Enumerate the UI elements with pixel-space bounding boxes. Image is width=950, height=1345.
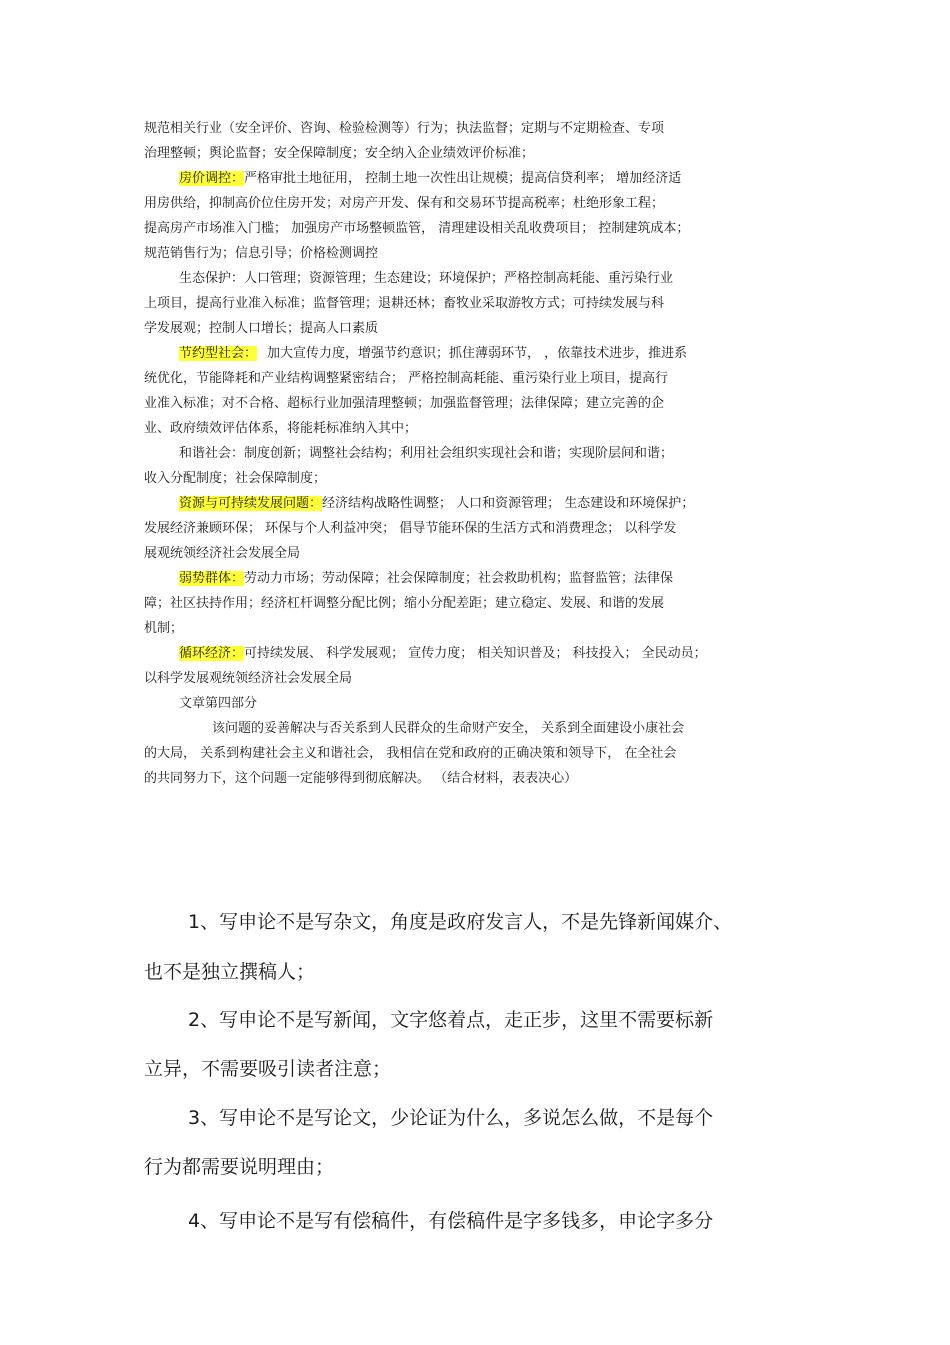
highlight-vulnerable: 弱势群体： (179, 571, 245, 586)
text-line: 资源与可持续发展问题：经济结构战略性调整； 人口和资源管理； 生态建设和环境保护； (179, 496, 695, 511)
text-line: 和谐社会：制度创新；调整社会结构；利用社会组织实现社会和谐；实现阶层间和谐； (179, 446, 674, 461)
tip-line: 也不是独立撰稿人； (144, 961, 316, 983)
text-line: 节约型社会： 加大宣传力度，增强节约意识；抓住薄弱环节， ，依靠技术进步，推进系 (179, 346, 688, 361)
text-line: 障；社区扶持作用；经济杠杆调整分配比例；缩小分配差距；建立稳定、发展、和谐的发展 (144, 596, 665, 611)
tip-line: 立异，不需要吸引读者注意； (144, 1058, 392, 1080)
text-line: 弱势群体：劳动力市场；劳动保障；社会保障制度；社会救助机构；监督监管；法律保 (179, 571, 674, 586)
section-heading: 文章第四部分 (179, 696, 258, 711)
text-line: 房价调控：严格审批土地征用， 控制土地一次性出让规模；提高信贷利率； 增加经济适 (179, 171, 682, 186)
text-line: 业、政府绩效评估体系，将能耗标准纳入其中； (144, 421, 418, 436)
text-line: 提高房产市场准入门槛； 加强房产市场整顿监管， 清理建设相关乱收费项目； 控制建筑成本； (144, 221, 690, 236)
text-line: 生态保护：人口管理；资源管理；生态建设；环境保护；严格控制高耗能、重污染行业 (179, 271, 674, 286)
tip-line: 2、写申论不是写新闻，文字悠着点，走正步，这里不需要标新 (188, 1009, 714, 1031)
text-line: 机制； (144, 621, 184, 636)
highlight-resources: 资源与可持续发展问题： (179, 496, 323, 511)
text-line: 业准入标准；对不合格、超标行业加强清理整顿；加强监督管理；法律保障；建立完善的企 (144, 396, 665, 411)
text-line: 规范销售行为；信息引导；价格检测调控 (144, 246, 379, 261)
text-line: 该问题的妥善解决与否关系到人民群众的生命财产安全， 关系到全面建设小康社会 (212, 721, 685, 736)
tip-line: 3、写申论不是写论文，少论证为什么，多说怎么做，不是每个 (188, 1107, 714, 1129)
text-line: 上项目，提高行业准入标准；监督管理；退耕还林；畜牧业采取游牧方式；可持续发展与科 (144, 296, 665, 311)
text-line: 统优化，节能降耗和产业结构调整紧密结合； 严格控制高耗能、重污染行业上项目，提高行 (144, 371, 669, 386)
outline-section (144, 116, 806, 791)
tip-line: 1、写申论不是写杂文，角度是政府发言人，不是先锋新闻媒介、 (188, 911, 733, 933)
text-line: 循环经济：可持续发展、 科学发展观； 宣传力度； 相关知识普及； 科技投入； 全民动员； (179, 646, 707, 661)
tip-line: 行为都需要说明理由； (144, 1156, 335, 1178)
text-line: 收入分配制度；社会保障制度； (144, 471, 327, 486)
text-line: 发展经济兼顾环保； 环保与个人利益冲突； 倡导节能环保的生活方式和消费理念； 以科学发 (144, 521, 677, 536)
text-line: 学发展观；控制人口增长；提高人口素质 (144, 321, 379, 336)
highlight-housing: 房价调控： (179, 171, 245, 186)
text-line: 的大局， 关系到构建社会主义和谐社会， 我相信在党和政府的正确决策和领导下， 在全社会 (144, 746, 677, 761)
text-line: 展观统领经济社会发展全局 (144, 546, 301, 561)
text-line: 以科学发展观统领经济社会发展全局 (144, 671, 353, 686)
highlight-circular: 循环经济： (179, 646, 245, 661)
text-line: 用房供给，抑制高价位住房开发；对房产开发、保有和交易环节提高税率；杜绝形象工程； (144, 196, 665, 211)
text-line: 治理整顿；舆论监督；安全保障制度；安全纳入企业绩效评价标准； (144, 146, 535, 161)
text-line: 的共同努力下，这个问题一定能够得到彻底解决。 （结合材料，表表决心） (144, 771, 578, 786)
text-line: 规范相关行业（安全评价、咨询、检验检测等）行为；执法监督；定期与不定期检查、专项 (144, 121, 665, 136)
highlight-saving: 节约型社会： (179, 346, 258, 361)
tip-line: 4、写申论不是写有偿稿件，有偿稿件是字多钱多，申论字多分 (188, 1210, 714, 1232)
